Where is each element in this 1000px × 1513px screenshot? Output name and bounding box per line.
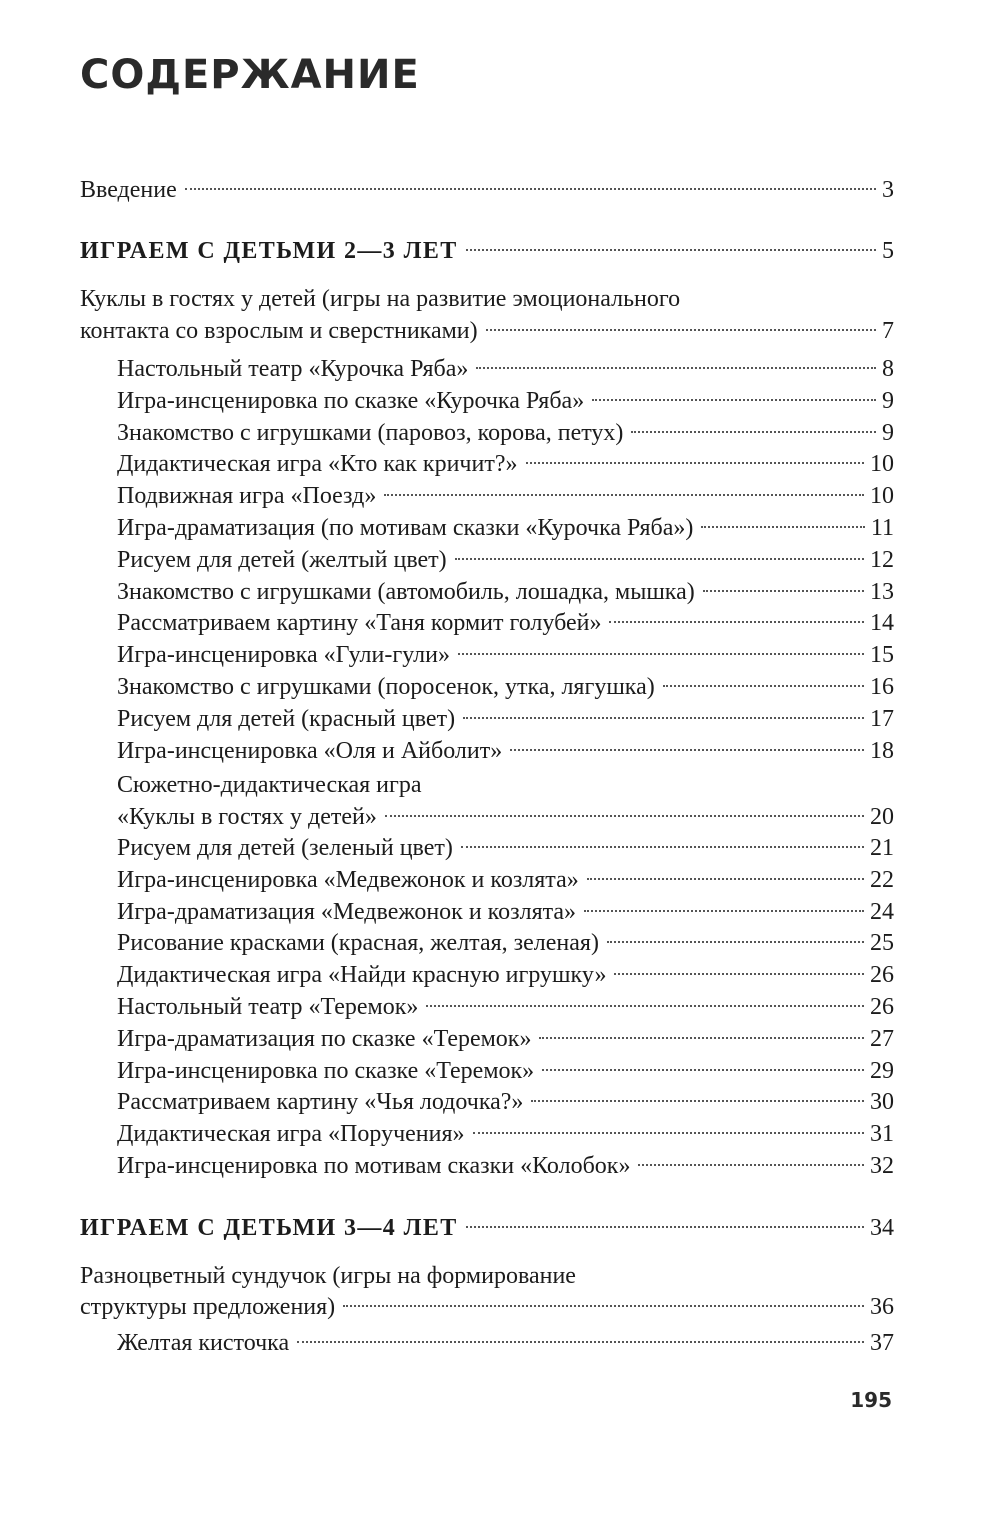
- toc-item-page: 18: [870, 737, 894, 764]
- toc-item: [117, 353, 894, 385]
- toc-chapter-text: структуры предложения): [80, 1294, 336, 1320]
- toc-item: [117, 1055, 894, 1087]
- toc-item-text: Игра-инсценировка «Гули-гули»: [117, 642, 450, 669]
- toc-item-text: Дидактическая игра «Найди красную игрушку»: [117, 962, 607, 989]
- toc-item-text: Подвижная игра «Поезд»: [117, 483, 377, 510]
- dot-leader: [607, 941, 864, 943]
- toc-item-text: Настольный театр «Теремок»: [117, 994, 419, 1020]
- toc-item-page: 9: [882, 387, 894, 414]
- toc-item: [117, 417, 894, 449]
- toc-item-page: 8: [882, 356, 894, 382]
- dot-leader: [297, 1341, 864, 1343]
- toc-item: [117, 671, 894, 703]
- dot-leader: [455, 558, 864, 560]
- toc-item: [117, 735, 894, 767]
- toc-item-text: Игра-инсценировка по мотивам сказки «Колобок»: [117, 1153, 631, 1179]
- toc-item-page: 21: [870, 835, 894, 861]
- dot-leader: [510, 749, 864, 751]
- toc-section-1: [80, 235, 894, 267]
- toc-item-page: 16: [870, 674, 894, 700]
- dot-leader: [701, 526, 865, 528]
- toc-item: [117, 1150, 894, 1182]
- toc-item: [117, 832, 894, 864]
- dot-leader: [461, 846, 864, 848]
- toc-item-multi: [117, 801, 894, 833]
- toc-entry-text: Введение: [80, 177, 177, 203]
- toc-item-text: Игра-инсценировка «Оля и Айболит»: [117, 737, 503, 764]
- toc-item-text: Рисуем для детей (зеленый цвет): [117, 835, 453, 861]
- toc-item-page: 26: [870, 994, 894, 1020]
- toc-chapter-2-line1: Разноцветный сундучок (игры на формирование: [80, 1263, 576, 1289]
- toc-item-page: 10: [870, 451, 894, 478]
- dot-leader: [458, 653, 864, 655]
- toc-entry-intro: [80, 174, 894, 206]
- toc-item: [117, 896, 894, 928]
- dot-leader: [476, 367, 876, 369]
- toc-item-text: Настольный театр «Курочка Ряба»: [117, 356, 469, 382]
- toc-item: [117, 576, 894, 608]
- toc-section-page: 5: [882, 238, 894, 264]
- toc-section-page: 34: [870, 1215, 894, 1241]
- toc-item-text: Игра-инсценировка по сказке «Курочка Ряба»: [117, 387, 585, 414]
- toc-item-text: Знакомство с игрушками (автомобиль, лошадка, мышка): [117, 578, 695, 605]
- toc-item-text: «Куклы в гостях у детей»: [117, 804, 377, 830]
- toc-item-text: Игра-драматизация по сказке «Теремок»: [117, 1025, 532, 1052]
- toc-item: [117, 544, 894, 576]
- toc-item-text: Знакомство с игрушками (поросенок, утка, лягушка): [117, 674, 655, 700]
- toc-item-page: 13: [870, 578, 894, 605]
- toc-chapter-1-line1: Куклы в гостях у детей (игры на развитие эмоционального: [80, 286, 681, 312]
- dot-leader: [531, 1100, 864, 1102]
- toc-item-text: Игра-инсценировка по сказке «Теремок»: [117, 1057, 535, 1084]
- toc-item-page: 14: [870, 610, 894, 637]
- toc-item-text: Рассматриваем картину «Чья лодочка?»: [117, 1089, 524, 1116]
- toc-item-page: 10: [870, 483, 894, 510]
- toc-item-text: Игра-драматизация «Медвежонок и козлята»: [117, 898, 577, 925]
- toc-item-page: 11: [870, 515, 894, 541]
- toc-item-text: Игра-драматизация (по мотивам сказки «Курочка Ряба»): [117, 515, 694, 541]
- toc-section-2: [80, 1212, 894, 1244]
- dot-leader: [592, 399, 876, 401]
- toc-item-page: 27: [870, 1025, 894, 1052]
- dot-leader: [343, 1305, 864, 1307]
- toc-item-page: 15: [870, 642, 894, 669]
- dot-leader: [466, 249, 876, 251]
- toc-chapter-2: [80, 1291, 894, 1323]
- toc-item-page: 29: [870, 1057, 894, 1084]
- toc-item-page: 22: [870, 866, 894, 893]
- page-title: СОДЕРЖАНИЕ: [80, 52, 420, 98]
- toc-item: [117, 1118, 894, 1150]
- dot-leader: [584, 910, 864, 912]
- dot-leader: [384, 494, 864, 496]
- dot-leader: [185, 188, 876, 190]
- dot-leader: [638, 1164, 864, 1166]
- page-number: 195: [850, 1388, 892, 1412]
- toc-item: [117, 991, 894, 1023]
- toc-item: [117, 448, 894, 480]
- toc-item: [117, 385, 894, 417]
- dot-leader: [542, 1069, 864, 1071]
- toc-chapter-page: 36: [870, 1294, 894, 1320]
- dot-leader: [609, 621, 864, 623]
- toc-item: [117, 512, 894, 544]
- dot-leader: [466, 1226, 864, 1228]
- toc-section-text: ИГРАЕМ С ДЕТЬМИ 2—3 ЛЕТ: [80, 238, 458, 264]
- toc-item-page: 31: [870, 1121, 894, 1148]
- toc-item: [117, 959, 894, 991]
- toc-item: [117, 480, 894, 512]
- toc-item-page: 24: [870, 898, 894, 925]
- toc-item: [117, 1086, 894, 1118]
- toc-chapter-page: 7: [882, 318, 894, 344]
- dot-leader: [614, 973, 864, 975]
- toc-item: [117, 1023, 894, 1055]
- toc-item-page: 30: [870, 1089, 894, 1116]
- toc-item: [117, 703, 894, 735]
- toc-section-text: ИГРАЕМ С ДЕТЬМИ 3—4 ЛЕТ: [80, 1215, 458, 1241]
- toc-item-page: 12: [870, 546, 894, 573]
- dot-leader: [473, 1132, 864, 1134]
- toc-item-page: 17: [870, 705, 894, 732]
- dot-leader: [463, 717, 864, 719]
- toc-item: [117, 607, 894, 639]
- dot-leader: [539, 1037, 864, 1039]
- toc-item-page: 20: [870, 804, 894, 830]
- toc-item-text: Рисуем для детей (красный цвет): [117, 705, 456, 732]
- toc-item-page: 32: [870, 1153, 894, 1179]
- toc-item-multi-line1: Сюжетно-дидактическая игра: [117, 772, 422, 798]
- toc-item-page: 37: [870, 1330, 894, 1356]
- toc-item-page: 26: [870, 962, 894, 989]
- toc-chapter-1: [80, 315, 894, 347]
- dot-leader: [703, 590, 864, 592]
- toc-entry-page: 3: [882, 177, 894, 203]
- dot-leader: [426, 1005, 864, 1007]
- toc-item-text: Желтая кисточка: [117, 1330, 290, 1356]
- toc-item-page: 9: [882, 419, 894, 446]
- toc-item-text: Рисуем для детей (желтый цвет): [117, 546, 447, 573]
- toc-item-text: Рисование красками (красная, желтая, зеленая): [117, 930, 599, 957]
- toc-item-text: Знакомство с игрушками (паровоз, корова, петух): [117, 419, 624, 446]
- toc-item: [117, 639, 894, 671]
- dot-leader: [663, 685, 864, 687]
- dot-leader: [526, 462, 865, 464]
- toc-item-text: Дидактическая игра «Поручения»: [117, 1121, 465, 1148]
- dot-leader: [385, 815, 864, 817]
- dot-leader: [486, 329, 876, 331]
- dot-leader: [631, 431, 876, 433]
- toc-item-text: Рассматриваем картину «Таня кормит голубей»: [117, 610, 602, 637]
- toc-item-text: Дидактическая игра «Кто как кричит?»: [117, 451, 518, 478]
- toc-item-last: [117, 1327, 894, 1359]
- toc-item: [117, 864, 894, 896]
- toc-item-text: Игра-инсценировка «Медвежонок и козлята»: [117, 866, 579, 893]
- toc-item-page: 25: [870, 930, 894, 957]
- dot-leader: [587, 878, 864, 880]
- toc-item: [117, 927, 894, 959]
- toc-chapter-text: контакта со взрослым и сверстниками): [80, 318, 478, 344]
